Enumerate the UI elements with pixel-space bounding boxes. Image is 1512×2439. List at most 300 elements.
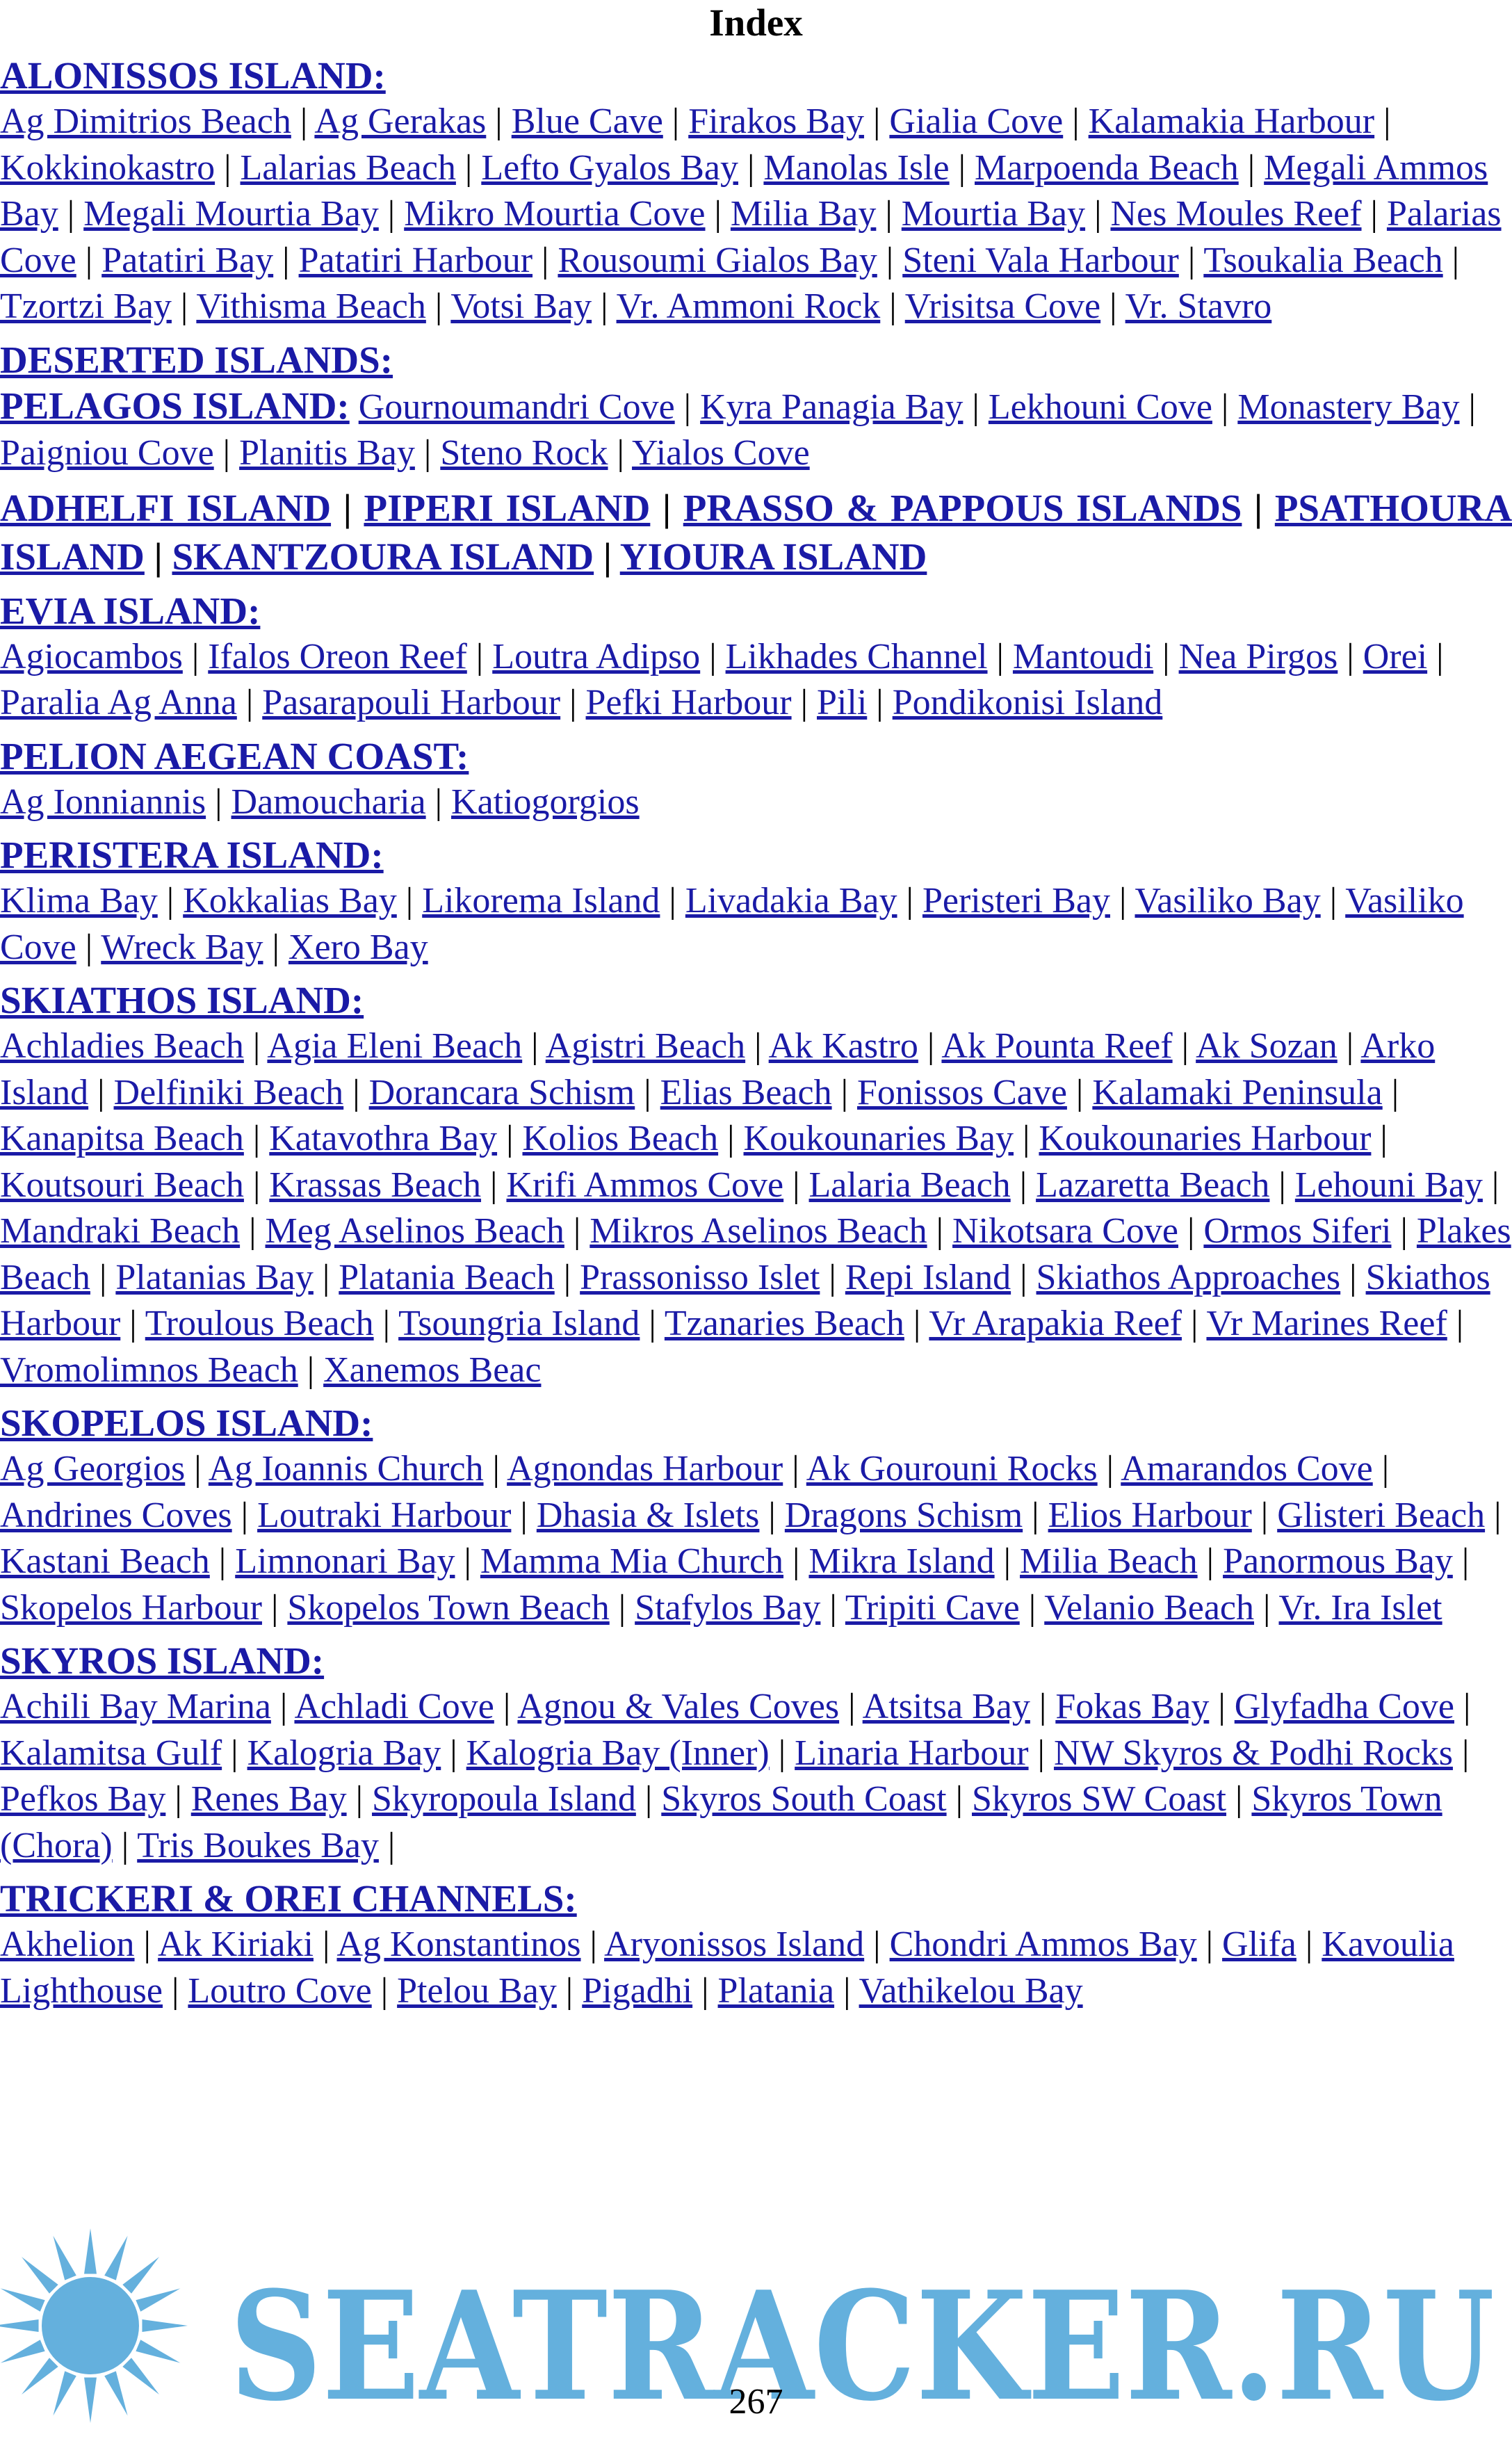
- separator: |: [1436, 636, 1444, 676]
- section-heading[interactable]: DESERTED ISLANDS:: [0, 338, 393, 381]
- index-link[interactable]: Klima Bay: [0, 881, 158, 921]
- separator: |: [1346, 1026, 1354, 1066]
- separator: |: [603, 535, 612, 578]
- index-link[interactable]: Ak Sozan: [1196, 1026, 1338, 1066]
- separator: |: [1347, 636, 1354, 676]
- separator: |: [955, 1779, 963, 1819]
- index-link[interactable]: Panormous Bay: [1223, 1541, 1453, 1581]
- sun-ray: [22, 2257, 58, 2294]
- separator: |: [252, 1165, 261, 1205]
- index-link[interactable]: Megali Mourtia Bay: [83, 194, 379, 234]
- index-link[interactable]: Mantoudi: [1012, 636, 1154, 676]
- separator: |: [829, 1257, 836, 1297]
- index-link[interactable]: Lalaria Beach: [808, 1165, 1011, 1205]
- separator: |: [85, 240, 93, 280]
- index-link[interactable]: Pigadhi: [582, 1970, 693, 2011]
- index-link[interactable]: Atsitsa Bay: [862, 1687, 1030, 1726]
- index-link[interactable]: Koukounaries Bay: [743, 1119, 1014, 1158]
- separator: |: [829, 1587, 837, 1628]
- index-link[interactable]: Agnondas Harbour: [507, 1449, 783, 1489]
- separator: |: [492, 1449, 500, 1489]
- separator: |: [387, 1825, 396, 1865]
- index-link[interactable]: PSATHOURA ISLAND: [0, 486, 1512, 578]
- index-link[interactable]: Elias Beach: [660, 1072, 832, 1112]
- index-link[interactable]: Platanias Bay: [115, 1257, 314, 1297]
- index-link[interactable]: Ag Konstantinos: [336, 1925, 581, 1964]
- index-link[interactable]: Tzanaries Beach: [664, 1304, 904, 1343]
- index-link[interactable]: Prassonisso Islet: [580, 1257, 820, 1297]
- index-link[interactable]: Xero Bay: [288, 927, 428, 967]
- index-link[interactable]: Tzortzi Bay: [0, 286, 172, 326]
- index-link[interactable]: Vrisitsa Cove: [904, 286, 1101, 326]
- index-link-list: [0, 779, 1512, 826]
- separator: |: [1109, 286, 1117, 326]
- separator: |: [464, 1541, 471, 1581]
- index-link[interactable]: Glyfadha Cove: [1234, 1687, 1454, 1726]
- index-link[interactable]: Wreck Bay: [101, 927, 263, 967]
- sun-ray: [53, 2236, 76, 2280]
- index-link[interactable]: Amarandos Cove: [1121, 1449, 1373, 1489]
- separator: |: [355, 1779, 364, 1819]
- separator: |: [1491, 1165, 1499, 1205]
- index-link[interactable]: Gialia Cove: [889, 102, 1064, 141]
- separator: |: [1094, 194, 1102, 234]
- index-link[interactable]: Marpoenda Beach: [975, 147, 1239, 188]
- index-link[interactable]: Achladies Beach: [0, 1026, 244, 1066]
- index-link[interactable]: Katiogorgios: [451, 781, 640, 822]
- index-link[interactable]: Renes Bay: [190, 1779, 347, 1819]
- separator: |: [503, 1687, 511, 1726]
- index-link[interactable]: Skyros SW Coast: [972, 1779, 1226, 1819]
- index-link[interactable]: Meg Aselinos Beach: [265, 1211, 564, 1251]
- index-link[interactable]: Steni Vala Harbour: [902, 240, 1179, 280]
- index-link[interactable]: Vr Marines Reef: [1206, 1304, 1447, 1343]
- index-link[interactable]: PRASSO & PAPPOUS ISLANDS: [683, 486, 1242, 529]
- separator: |: [1254, 486, 1263, 529]
- index-link[interactable]: Skopelos Town Beach: [287, 1587, 610, 1628]
- separator: |: [1305, 1925, 1313, 1964]
- separator: |: [1391, 1072, 1399, 1112]
- separator: |: [1456, 1304, 1464, 1343]
- index-link[interactable]: Nikotsara Cove: [952, 1211, 1178, 1251]
- separator: |: [649, 1304, 656, 1343]
- index-link[interactable]: Mikros Aselinos Beach: [590, 1211, 927, 1251]
- separator: |: [1383, 102, 1391, 141]
- index-link[interactable]: Lekhouni Cove: [988, 387, 1212, 427]
- index-link[interactable]: Patatiri Harbour: [298, 240, 533, 280]
- separator: |: [352, 1072, 360, 1112]
- index-link[interactable]: Ag Ioannis Church: [208, 1449, 484, 1489]
- index-link[interactable]: Dhasia & Islets: [536, 1495, 760, 1535]
- page-number: 267: [729, 2382, 783, 2422]
- separator: |: [1381, 1449, 1390, 1489]
- index-link[interactable]: Tris Boukes Bay: [137, 1825, 379, 1865]
- separator: |: [1463, 1687, 1471, 1726]
- separator: |: [272, 927, 279, 967]
- index-link[interactable]: Pefkos Bay: [0, 1779, 166, 1819]
- index-link[interactable]: Ag Georgios: [0, 1449, 186, 1489]
- index-link[interactable]: NW Skyros & Podhi Rocks: [1053, 1733, 1453, 1773]
- separator: |: [714, 194, 722, 234]
- separator: |: [1221, 387, 1229, 427]
- index-link[interactable]: Megali Ammos Bay: [0, 147, 1488, 234]
- index-link[interactable]: YIOURA ISLAND: [619, 535, 927, 578]
- separator: |: [252, 1119, 261, 1158]
- index-link[interactable]: Damoucharia: [231, 781, 426, 822]
- index-link[interactable]: Kalogria Bay (Inner): [466, 1733, 770, 1773]
- separator: |: [1028, 1587, 1037, 1628]
- separator: |: [1019, 1165, 1027, 1205]
- index-section: [0, 1876, 1512, 2014]
- index-link[interactable]: Skiathos Approaches: [1036, 1257, 1341, 1297]
- index-link[interactable]: Nea Pirgos: [1178, 636, 1338, 676]
- separator: |: [464, 147, 473, 188]
- index-link[interactable]: Repi Island: [845, 1257, 1011, 1297]
- sun-ray: [84, 2228, 97, 2274]
- index-link[interactable]: Vromolimnos Beach: [0, 1350, 298, 1390]
- index-link[interactable]: PIPERI ISLAND: [364, 486, 651, 529]
- index-link[interactable]: Skyropoula Island: [372, 1779, 636, 1819]
- separator: |: [617, 433, 624, 473]
- separator: |: [1329, 881, 1338, 921]
- index-link[interactable]: Lefto Gyalos Bay: [481, 147, 738, 188]
- index-link[interactable]: Paigniou Cove: [0, 433, 214, 473]
- index-link[interactable]: Loutraki Harbour: [257, 1495, 512, 1535]
- index-link[interactable]: Yialos Cove: [632, 433, 810, 473]
- section-heading[interactable]: ALONISSOS ISLAND:: [0, 54, 386, 97]
- index-link[interactable]: ADHELFI ISLAND: [0, 486, 332, 529]
- index-link[interactable]: Patatiri Bay: [101, 240, 274, 280]
- index-section: [0, 53, 1512, 330]
- separator: |: [1205, 1925, 1214, 1964]
- separator: |: [1494, 1495, 1502, 1535]
- index-link[interactable]: Stafylos Bay: [635, 1587, 821, 1628]
- index-link[interactable]: Vasiliko Bay: [1135, 881, 1321, 921]
- index-link[interactable]: Kalamakia Harbour: [1088, 102, 1375, 141]
- index-link[interactable]: Lehouni Bay: [1294, 1165, 1483, 1205]
- separator: |: [282, 240, 290, 280]
- index-link[interactable]: Tripiti Cave: [845, 1587, 1020, 1628]
- separator: |: [996, 636, 1004, 676]
- index-link[interactable]: Mikra Island: [808, 1541, 995, 1581]
- index-link[interactable]: Fonissos Cave: [857, 1072, 1067, 1112]
- index-link-list: [0, 1922, 1512, 2014]
- index-link[interactable]: Kokkalias Bay: [183, 881, 397, 921]
- watermark-text: SEATRACKER.RU: [229, 2258, 1495, 2434]
- separator: |: [85, 927, 93, 967]
- index-link[interactable]: Nes Moules Reef: [1110, 194, 1362, 234]
- index-link[interactable]: Rousoumi Gialos Bay: [558, 240, 877, 280]
- index-link[interactable]: Palarias Cove: [0, 194, 1502, 280]
- separator: |: [1461, 1733, 1470, 1773]
- index-section: [0, 978, 1512, 1393]
- index-link[interactable]: Skopelos Harbour: [0, 1587, 262, 1628]
- index-link[interactable]: Mamma Mia Church: [480, 1541, 784, 1581]
- index-sections: [0, 53, 1512, 2014]
- index-link[interactable]: Agistri Beach: [545, 1026, 746, 1066]
- separator: |: [1020, 1257, 1027, 1297]
- index-link-list: [0, 1684, 1512, 1869]
- separator: |: [754, 1026, 762, 1066]
- separator: |: [222, 433, 231, 473]
- index-link[interactable]: Ifalos Oreon Reef: [208, 636, 467, 676]
- index-link[interactable]: Mourtia Bay: [901, 194, 1086, 234]
- index-link[interactable]: Votsi Bay: [450, 286, 592, 326]
- index-link[interactable]: Monastery Bay: [1237, 387, 1460, 427]
- index-link[interactable]: Koukounaries Harbour: [1039, 1119, 1372, 1158]
- index-link[interactable]: Ormos Siferi: [1203, 1211, 1392, 1251]
- index-link[interactable]: Achili Bay Marina: [0, 1687, 271, 1726]
- separator: |: [1037, 1733, 1045, 1773]
- index-link[interactable]: Kokkinokastro: [0, 147, 216, 188]
- separator: |: [792, 1165, 800, 1205]
- index-link[interactable]: Kavoulia Lighthouse: [0, 1925, 1454, 2011]
- separator: |: [322, 1925, 330, 1964]
- index-link[interactable]: Ag Gerakas: [314, 102, 487, 141]
- separator: |: [1349, 1257, 1357, 1297]
- index-link[interactable]: Peristeri Bay: [922, 881, 1110, 921]
- index-link[interactable]: Orei: [1363, 636, 1428, 676]
- index-link[interactable]: Katavothra Bay: [269, 1119, 498, 1158]
- section-heading[interactable]: SKIATHOS ISLAND:: [0, 979, 364, 1021]
- section-heading[interactable]: SKYROS ISLAND:: [0, 1639, 325, 1682]
- separator: |: [215, 781, 222, 822]
- index-link[interactable]: Aryonissos Island: [604, 1925, 865, 1964]
- index-link[interactable]: Gournoumandri Cove: [358, 387, 675, 427]
- separator: |: [171, 1970, 179, 2011]
- index-link[interactable]: Kalamaki Peninsula: [1092, 1072, 1383, 1112]
- separator: |: [972, 387, 979, 427]
- separator: |: [249, 1211, 257, 1251]
- separator: |: [843, 1970, 851, 2011]
- separator: |: [1380, 1119, 1388, 1158]
- index-link[interactable]: Lalarias Beach: [240, 147, 456, 188]
- index-link[interactable]: Pasarapouli Harbour: [262, 683, 561, 722]
- index-link[interactable]: Platania: [717, 1970, 835, 2011]
- separator: |: [709, 636, 717, 676]
- index-link[interactable]: Ptelou Bay: [397, 1970, 557, 2011]
- index-link[interactable]: Vasiliko Cove: [0, 881, 1464, 967]
- index-link[interactable]: Pondikonisi Island: [892, 683, 1163, 722]
- sun-ray: [136, 2340, 180, 2363]
- index-link[interactable]: Skyros South Coast: [661, 1779, 947, 1819]
- separator: |: [601, 286, 608, 326]
- index-link[interactable]: Vr. Ira Islet: [1278, 1587, 1442, 1628]
- sun-ray: [1, 2340, 45, 2363]
- index-link[interactable]: Vr. Ammoni Rock: [616, 286, 881, 326]
- separator: |: [1181, 1026, 1189, 1066]
- index-link[interactable]: Livadakia Bay: [685, 881, 897, 921]
- index-link[interactable]: Koutsouri Beach: [0, 1165, 244, 1205]
- separator: |: [1032, 1495, 1039, 1535]
- index-link[interactable]: Platania Beach: [339, 1257, 555, 1297]
- separator: |: [300, 102, 308, 141]
- index-link[interactable]: Fokas Bay: [1055, 1687, 1210, 1726]
- index-link[interactable]: Akhelion: [0, 1925, 135, 1964]
- index-link[interactable]: Kastani Beach: [0, 1541, 210, 1581]
- index-link[interactable]: Mikro Mourtia Cove: [404, 194, 706, 234]
- index-link[interactable]: Arko Island: [0, 1026, 1436, 1112]
- separator: |: [279, 1687, 288, 1726]
- index-link[interactable]: Plakes Beach: [0, 1211, 1511, 1297]
- index-link[interactable]: Ak Pounta Reef: [941, 1026, 1173, 1066]
- separator: |: [936, 1211, 944, 1251]
- index-link[interactable]: Troulous Beach: [145, 1304, 374, 1343]
- index-link[interactable]: Limnonari Bay: [235, 1541, 455, 1581]
- index-link[interactable]: Tsoungria Island: [398, 1304, 640, 1343]
- index-link[interactable]: Planitis Bay: [239, 433, 415, 473]
- section-heading[interactable]: PERISTERA ISLAND:: [0, 834, 384, 876]
- separator: |: [343, 486, 352, 529]
- separator: |: [573, 1211, 581, 1251]
- separator: |: [565, 1970, 574, 2011]
- index-link[interactable]: Pili: [817, 683, 868, 722]
- index-link[interactable]: Andrines Coves: [0, 1495, 232, 1535]
- separator: |: [1400, 1211, 1408, 1251]
- separator: |: [224, 147, 231, 188]
- index-link[interactable]: Mandraki Beach: [0, 1211, 241, 1251]
- index-section: [0, 1638, 1512, 1869]
- separator: |: [1461, 1541, 1470, 1581]
- index-link[interactable]: Achladi Cove: [294, 1687, 494, 1726]
- index-link[interactable]: Delfiniki Beach: [113, 1072, 344, 1112]
- separator: |: [876, 683, 884, 722]
- index-link[interactable]: Agia Eleni Beach: [267, 1026, 523, 1066]
- index-link[interactable]: Milia Beach: [1020, 1541, 1198, 1581]
- index-link[interactable]: Likorema Island: [422, 881, 660, 921]
- index-link[interactable]: Glifa: [1222, 1925, 1296, 1964]
- index-link[interactable]: Ag Dimitrios Beach: [0, 102, 291, 141]
- index-link[interactable]: Skiathos Harbour: [0, 1257, 1490, 1343]
- separator: |: [67, 194, 75, 234]
- index-link[interactable]: Paralia Ag Anna: [0, 683, 237, 722]
- separator: |: [506, 1119, 514, 1158]
- index-link[interactable]: Krifi Ammos Cove: [506, 1165, 784, 1205]
- index-link[interactable]: Krassas Beach: [269, 1165, 482, 1205]
- index-link[interactable]: Kolios Beach: [522, 1119, 719, 1158]
- index-link-list: [0, 878, 1512, 971]
- index-link[interactable]: Glisteri Beach: [1277, 1495, 1486, 1535]
- separator: |: [1075, 1072, 1084, 1112]
- separator: |: [450, 1733, 457, 1773]
- index-link[interactable]: Skyros Town (Chora): [0, 1779, 1442, 1865]
- index-link[interactable]: Likhades Channel: [725, 636, 988, 676]
- separator: |: [1247, 147, 1255, 188]
- separator: |: [889, 286, 897, 326]
- separator: |: [270, 1587, 279, 1628]
- index-link[interactable]: Kanapitsa Beach: [0, 1119, 244, 1158]
- index-link[interactable]: Agnou & Vales Coves: [517, 1687, 840, 1726]
- index-link[interactable]: Kalogria Bay: [247, 1733, 441, 1773]
- index-link[interactable]: Ak Kastro: [768, 1026, 918, 1066]
- index-link[interactable]: Lazaretta Beach: [1036, 1165, 1270, 1205]
- index-link[interactable]: Linaria Harbour: [795, 1733, 1029, 1773]
- separator: |: [1218, 1687, 1226, 1726]
- index-link[interactable]: SKANTZOURA ISLAND: [172, 535, 594, 578]
- separator: |: [490, 1165, 498, 1205]
- index-link[interactable]: Loutra Adipso: [492, 636, 701, 676]
- index-link[interactable]: Pefki Harbour: [585, 683, 792, 722]
- section-heading[interactable]: EVIA ISLAND:: [0, 589, 261, 632]
- separator: |: [1106, 1449, 1114, 1489]
- index-link[interactable]: Ak Kiriaki: [158, 1925, 314, 1964]
- separator: |: [405, 881, 414, 921]
- index-link[interactable]: Xanemos Beac: [323, 1350, 542, 1390]
- separator: |: [927, 1026, 935, 1066]
- index-link[interactable]: Ak Gourouni Rocks: [806, 1449, 1098, 1489]
- section-heading[interactable]: SKOPELOS ISLAND:: [0, 1402, 373, 1444]
- separator: |: [322, 1257, 330, 1297]
- separator: |: [218, 1541, 227, 1581]
- index-link[interactable]: Chondri Ammos Bay: [889, 1925, 1197, 1964]
- separator: |: [1187, 1211, 1195, 1251]
- separator: |: [380, 1970, 389, 2011]
- separator: |: [245, 683, 254, 722]
- index-link[interactable]: Dragons Schism: [784, 1495, 1023, 1535]
- index-link[interactable]: Loutro Cove: [188, 1970, 372, 2011]
- index-link[interactable]: Vathikelou Bay: [859, 1970, 1083, 2011]
- separator: |: [792, 1449, 799, 1489]
- separator: |: [885, 194, 893, 234]
- separator: |: [387, 194, 396, 234]
- index-link[interactable]: Agiocambos: [0, 636, 183, 676]
- separator: |: [1260, 1495, 1269, 1535]
- separator: |: [1235, 1779, 1243, 1819]
- index-link[interactable]: Steno Rock: [440, 433, 608, 473]
- index-link[interactable]: Firakos Bay: [688, 102, 864, 141]
- index-link[interactable]: Blue Cave: [511, 102, 663, 141]
- separator: |: [747, 147, 755, 188]
- separator: |: [143, 1925, 151, 1964]
- separator: |: [886, 240, 894, 280]
- separator: |: [792, 1541, 800, 1581]
- index-link[interactable]: Vr. Stavro: [1125, 286, 1272, 326]
- separator: |: [644, 1072, 651, 1112]
- section-heading[interactable]: PELION AEGEAN COAST:: [0, 734, 469, 777]
- subsection-heading[interactable]: PELAGOS ISLAND:: [0, 384, 350, 427]
- index-link[interactable]: Vr Arapakia Reef: [929, 1304, 1182, 1343]
- sun-ray: [142, 2319, 188, 2332]
- separator: |: [563, 1257, 571, 1297]
- index-link[interactable]: Elios Harbour: [1048, 1495, 1252, 1535]
- separator: |: [873, 1925, 881, 1964]
- separator: |: [1452, 240, 1460, 280]
- separator: |: [1119, 881, 1127, 921]
- separator: |: [1162, 636, 1170, 676]
- separator: |: [475, 636, 484, 676]
- separator: |: [672, 102, 680, 141]
- index-link[interactable]: Ag Ionniannis: [0, 781, 206, 822]
- index-link[interactable]: Vithisma Beach: [196, 286, 426, 326]
- separator: |: [191, 636, 200, 676]
- index-link[interactable]: Kyra Panagia Bay: [700, 387, 964, 427]
- index-link[interactable]: Kalamitsa Gulf: [0, 1733, 222, 1773]
- index-link[interactable]: Velanio Beach: [1044, 1587, 1255, 1628]
- separator: |: [906, 881, 913, 921]
- separator: |: [231, 1733, 238, 1773]
- separator: |: [1370, 194, 1378, 234]
- index-link[interactable]: Dorancara Schism: [368, 1072, 635, 1112]
- index-link[interactable]: Milia Bay: [730, 194, 877, 234]
- separator: |: [252, 1026, 261, 1066]
- separator: |: [520, 1495, 528, 1535]
- index-link[interactable]: Tsoukalia Beach: [1203, 240, 1443, 280]
- section-heading[interactable]: TRICKERI & OREI CHANNELS:: [0, 1877, 577, 1920]
- separator: |: [569, 683, 577, 722]
- index-link[interactable]: Manolas Isle: [763, 147, 950, 188]
- index-section: [0, 484, 1512, 581]
- sun-ray: [136, 2288, 180, 2311]
